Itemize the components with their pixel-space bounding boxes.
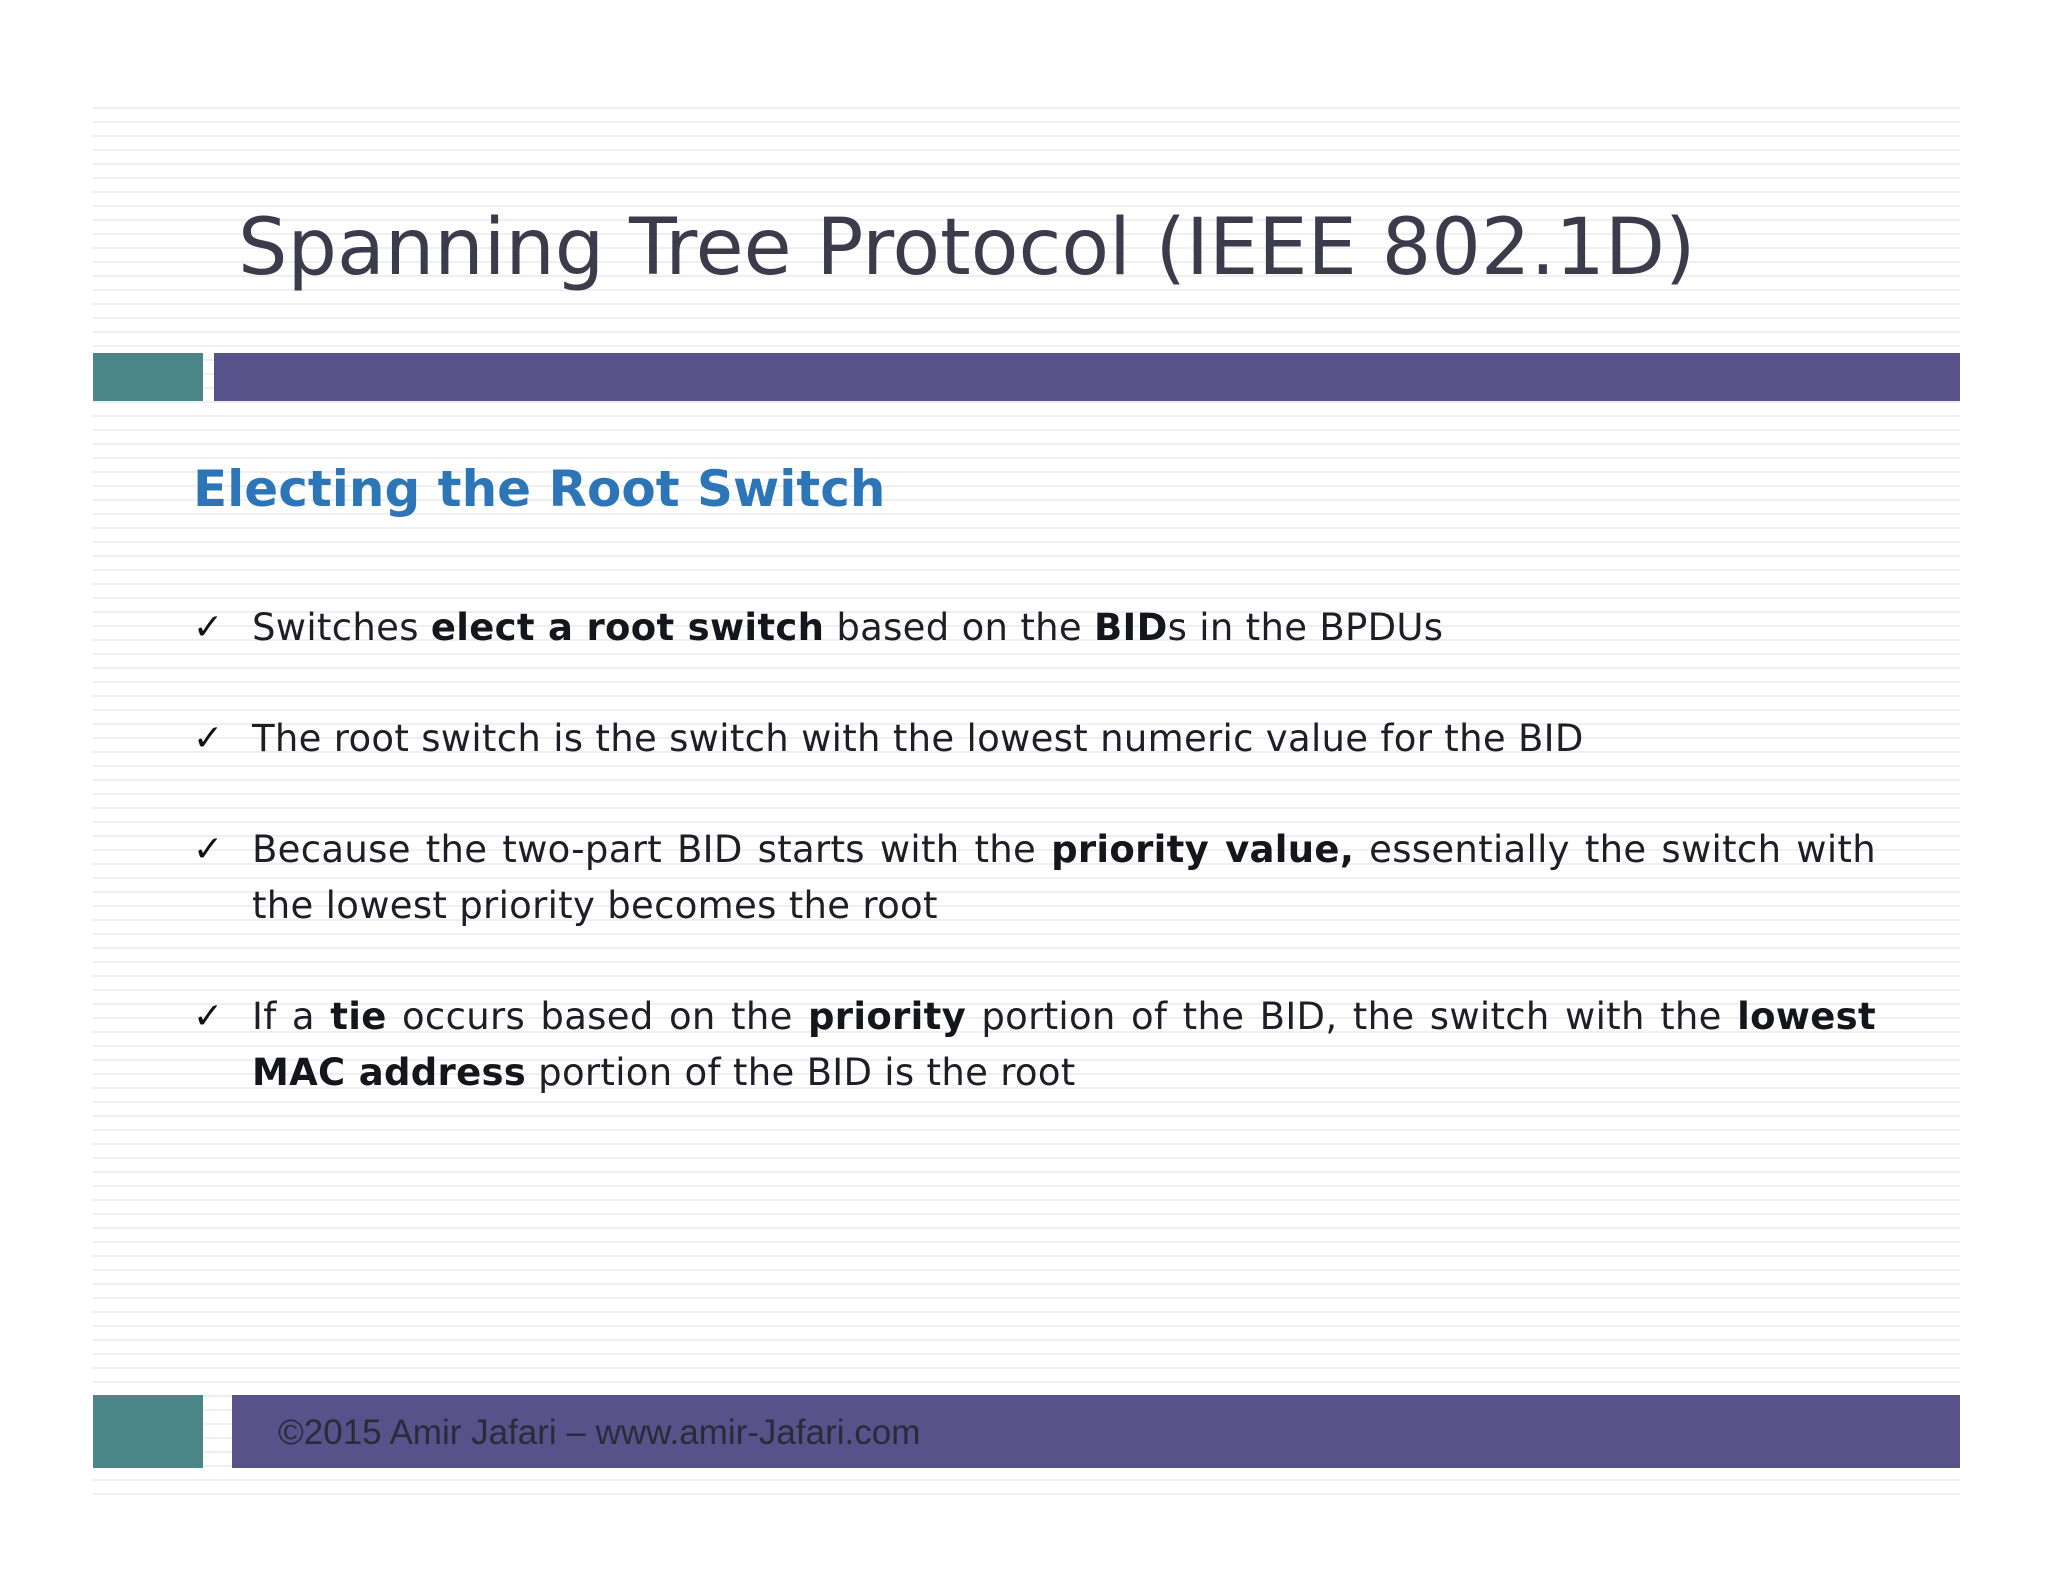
- bullet-text: [252, 822, 1876, 934]
- slide-title: Spanning Tree Protocol (IEEE 802.1D): [238, 203, 1696, 293]
- bullet-list: [193, 600, 1876, 1156]
- bullet-text-part: If a: [252, 995, 331, 1038]
- footer-accent-teal-block: [93, 1395, 203, 1468]
- slide-subtitle: Electing the Root Switch: [193, 460, 886, 518]
- check-mark-icon: ✓: [193, 829, 224, 870]
- bullet-text-part: The root switch is the switch with the lowest numeric value for the BID: [252, 717, 1584, 760]
- bullet-text-bold: priority value,: [1051, 828, 1355, 871]
- bullet-text-bold: elect a root switch: [430, 606, 825, 649]
- bullet-text-bold: priority: [808, 995, 966, 1038]
- check-mark-icon: ✓: [193, 607, 224, 648]
- bullet-text: [252, 989, 1876, 1101]
- bullet-text-part: Switches: [252, 606, 431, 649]
- bullet-text-part: portion of the BID is the root: [526, 1051, 1076, 1094]
- bullet-text-bold: tie: [330, 995, 387, 1038]
- bullet-item: [193, 822, 1876, 934]
- bullet-text-part: occurs based on the: [386, 995, 809, 1038]
- title-accent-purple-bar: [214, 353, 1960, 401]
- title-accent-teal-block: [93, 353, 203, 401]
- bullet-text-part: portion of the BID, the switch with the: [966, 995, 1738, 1038]
- check-mark-icon: ✓: [193, 996, 224, 1037]
- bullet-text-part: s in the BPDUs: [1167, 606, 1444, 649]
- bullet-item: [193, 989, 1876, 1101]
- bullet-item: [193, 600, 1876, 656]
- bullet-text-part: based on the: [824, 606, 1095, 649]
- bullet-text-part: essentially the switch with the lowest priority becomes the root: [252, 828, 1876, 927]
- bullet-text: [252, 711, 1876, 767]
- bullet-text-part: Because the two-part BID starts with the: [252, 828, 1052, 871]
- check-mark-icon: ✓: [193, 718, 224, 759]
- bullet-item: [193, 711, 1876, 767]
- bullet-text-bold: BID: [1094, 606, 1168, 649]
- bullet-text-bold: lowest MAC address: [252, 995, 1876, 1094]
- bullet-text: [252, 600, 1876, 656]
- footer-copyright: ©2015 Amir Jafari – www.amir-Jafari.com: [278, 1413, 921, 1452]
